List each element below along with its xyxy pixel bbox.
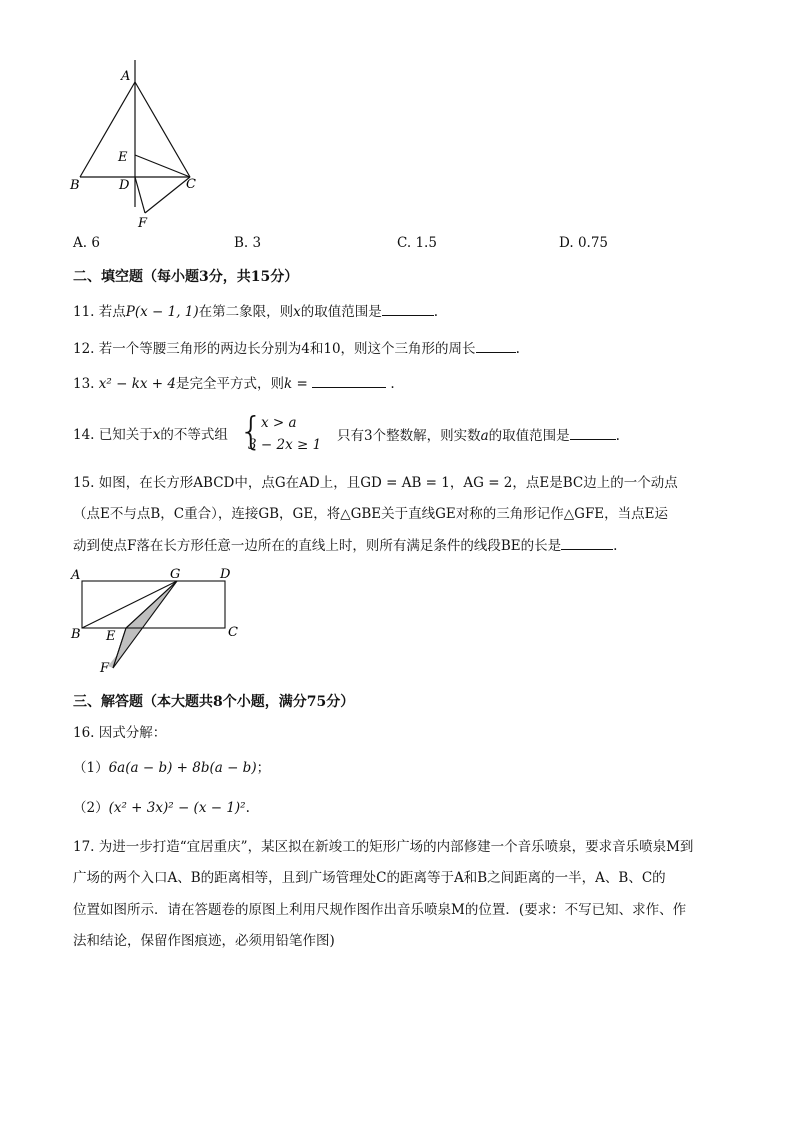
question-15-line-3: 动到使点F落在长方形任意一边所在的直线上时，则所有满足条件的线段BE的长是 .	[73, 535, 617, 556]
line-CF	[145, 177, 190, 213]
question-17-line-2: 广场的两个入口A、B的距离相等，且到广场管理处C的距离等于A和B之间距离的一半，A、B、C的	[73, 870, 666, 886]
question-14: 14. 已知关于x的不等式组	[73, 427, 228, 443]
triangle-GFE	[113, 581, 177, 668]
line-AC	[135, 82, 190, 177]
option-a: A. 6	[73, 235, 100, 251]
option-b: B. 3	[234, 235, 262, 251]
option-d: D. 0.75	[559, 235, 608, 251]
option-c: C. 1.5	[397, 235, 437, 251]
fig2-label-D: D	[220, 567, 231, 582]
fig1-label-E: E	[118, 150, 128, 165]
figure-triangle	[60, 55, 220, 235]
question-15-line-2: （点E不与点B，C重合），连接GB，GE，将△GBE关于直线GE对称的三角形记作△GFE，当点E运	[73, 506, 669, 522]
section-2-title: 二、填空题（每小题3分，共15分）	[73, 269, 299, 285]
line-EC	[135, 155, 190, 177]
line-GB	[82, 581, 177, 628]
inequality-1: x > a	[261, 415, 297, 431]
answer-blank-14[interactable]	[570, 425, 616, 440]
fig2-label-B: B	[71, 627, 81, 642]
question-16-part-1: （1）6a(a − b) + 8b(a − b)；	[73, 760, 271, 776]
question-15-line-1: 15. 如图，在长方形ABCD中，点G在AD上，且GD = AB = 1，AG = 2，点E是BC边上的一个动点	[73, 475, 678, 491]
answer-blank-15[interactable]	[561, 535, 613, 550]
fig2-label-G: G	[170, 567, 181, 582]
question-13: 13. x² − kx + 4是完全平方式，则k = .	[73, 373, 395, 394]
answer-blank-11[interactable]	[382, 301, 434, 316]
question-16-part-2: （2）(x² + 3x)² − (x − 1)².	[73, 800, 250, 816]
fig2-label-A: A	[71, 568, 81, 583]
inequality-2: 3 − 2x ≥ 1	[248, 437, 322, 453]
question-17-line-3: 位置如图所示．请在答题卷的原图上利用尺规作图作出音乐喷泉M的位置．(要求：不写已知、求作、作	[73, 902, 687, 918]
fig1-label-F: F	[138, 216, 148, 231]
line-DF	[135, 177, 145, 213]
answer-blank-13[interactable]	[312, 373, 386, 388]
question-11: 11. 若点P(x − 1, 1)在第二象限，则x的取值范围是 .	[73, 301, 438, 322]
fig1-label-A: A	[121, 69, 131, 84]
fig1-label-B: B	[70, 178, 80, 193]
fig1-label-C: C	[186, 177, 196, 192]
answer-blank-12[interactable]	[476, 338, 516, 353]
question-14-tail: 只有3个整数解，则实数a的取值范围是 .	[337, 425, 620, 446]
question-12: 12. 若一个等腰三角形的两边长分别为4和10，则这个三角形的周长 .	[73, 338, 520, 359]
fig2-label-C: C	[228, 625, 238, 640]
fig1-label-D: D	[119, 178, 130, 193]
section-3-title: 三、解答题（本大题共8个小题，满分75分）	[73, 694, 355, 710]
fig2-label-F: F	[100, 661, 110, 676]
inequality-brace: {	[239, 409, 264, 453]
figure-rectangle	[66, 562, 256, 682]
line-GE	[126, 581, 177, 628]
fig2-label-E: E	[106, 629, 116, 644]
question-16: 16. 因式分解：	[73, 725, 167, 741]
question-17-line-1: 17. 为进一步打造“宜居重庆”，某区拟在新竣工的矩形广场的内部修建一个音乐喷泉，要求音乐喷泉M到	[73, 839, 694, 855]
question-17-line-4: 法和结论，保留作图痕迹，必须用铅笔作图)	[73, 933, 335, 949]
